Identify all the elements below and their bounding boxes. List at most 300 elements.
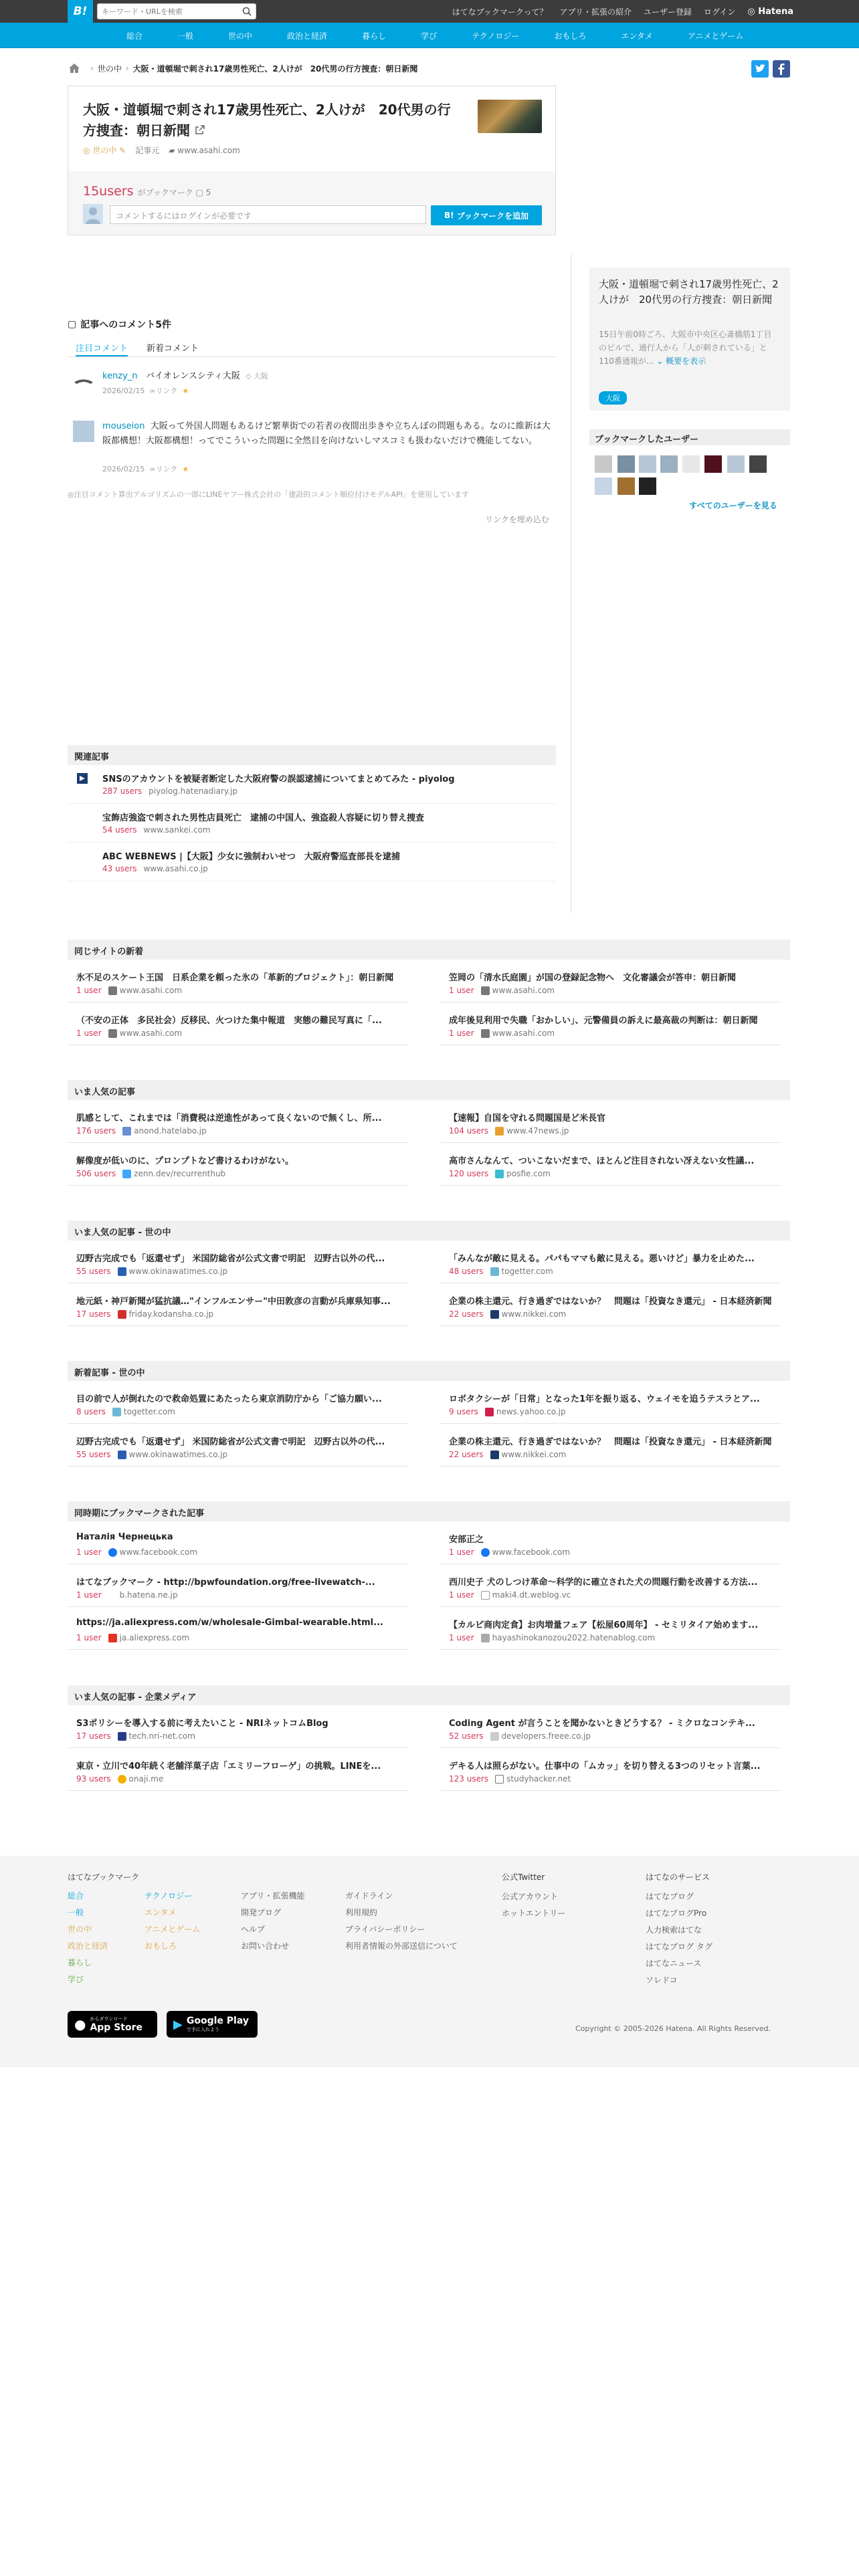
comment-tag-label: 大阪 xyxy=(254,372,269,381)
comment-text: 大阪って外国人問題もあるけど繁華街での若者の夜間出歩きや立ちんぼの問題もある。なのに維新は大阪都構想！大阪都構想！ってでこういった問題に全然目を向けないしマスコミも扱わないだけで機能してない。 xyxy=(102,421,551,446)
show-summary-link[interactable]: ⌄ 概要を表示 xyxy=(656,356,706,366)
article-domain[interactable] xyxy=(495,1169,551,1178)
user-avatar[interactable] xyxy=(727,455,745,473)
add-bookmark-button[interactable] xyxy=(431,205,542,225)
twitter-share-icon[interactable] xyxy=(751,60,769,78)
user-avatar[interactable] xyxy=(682,455,700,473)
bookmarked-users-heading: ブックマークしたユーザー xyxy=(589,429,790,445)
article-item[interactable] xyxy=(68,1147,409,1186)
article-title[interactable]: https://ja.aliexpress.com/w/wholesale-Gimbal-wearable.html... xyxy=(76,1618,383,1628)
article-domain[interactable] xyxy=(118,1731,195,1741)
site-icon xyxy=(118,1775,126,1784)
user-avatar[interactable] xyxy=(73,370,94,392)
site-icon xyxy=(108,986,117,995)
copyright: Copyright © 2005-2026 Hatena. All Rights Reserved. xyxy=(575,2024,771,2033)
article-item[interactable] xyxy=(68,1709,409,1748)
article-domain-label: news.yahoo.co.jp xyxy=(496,1407,566,1416)
article-title[interactable]: Coding Agent が言うことを聞かないときどうする？ - ミクロなコンテキ... xyxy=(449,1719,755,1729)
comment-user[interactable]: mouseion xyxy=(102,421,145,431)
site-icon xyxy=(108,1634,117,1642)
article-title[interactable]: ロボタクシーが「日常」となった1年を振り返る、ウェイモを追うテスラとア... xyxy=(449,1394,760,1404)
article-users[interactable]: 120 users xyxy=(449,1169,489,1178)
article-title[interactable]: 解像度が低いのに、プロンプトなど書けるわけがない。 xyxy=(76,1156,294,1166)
article-item[interactable] xyxy=(440,1752,781,1791)
article-title[interactable]: 成年後見利用で失職「おかしい」、元警備員の訴えに最高裁の判断は：朝日新聞 xyxy=(449,1016,758,1026)
user-avatar[interactable] xyxy=(73,421,94,442)
user-avatar[interactable] xyxy=(660,455,678,473)
category-social[interactable]: 世の中 xyxy=(228,31,253,41)
related-domain[interactable]: www.asahi.co.jp xyxy=(143,864,208,873)
embed-link[interactable]: リンクを埋め込む xyxy=(485,515,549,524)
related-users[interactable]: 287 users xyxy=(102,786,142,796)
bookmark-icon: B! xyxy=(444,211,454,220)
entry-box xyxy=(68,86,556,235)
article-domain-label: zenn.dev/recurrenthub xyxy=(134,1169,226,1178)
article-domain-label: studyhacker.net xyxy=(506,1774,571,1784)
related-users[interactable]: 54 users xyxy=(102,825,137,835)
entry-summary-card xyxy=(589,267,790,411)
site-icon xyxy=(481,1029,490,1038)
user-avatar[interactable] xyxy=(595,455,612,473)
category-knowledge[interactable]: 学び xyxy=(421,31,438,41)
hatena-mark-icon: ◎ xyxy=(747,6,755,17)
footer-link[interactable]: ヘルプ xyxy=(241,1925,266,1934)
article-users[interactable]: 55 users xyxy=(76,1450,111,1459)
article-title[interactable]: 安部正之 xyxy=(449,1535,484,1545)
article-domain-label: www.nikkei.com xyxy=(501,1450,567,1459)
article-item[interactable] xyxy=(440,1006,781,1045)
avatar xyxy=(83,204,103,224)
article-title[interactable]: 西川史子 犬のしつけ革命〜科学的に確立された犬の問題行動を改善する方法... xyxy=(449,1578,758,1588)
article-title[interactable]: デキる人は照らがない。仕事中の「ムカッ」を切り替える3つのリセット言葉... xyxy=(449,1761,761,1772)
footer-services-heading: はてなのサービス xyxy=(646,1872,710,1882)
article-domain-label: www.asahi.com xyxy=(119,986,183,995)
footer-twitter-col xyxy=(502,1869,566,1922)
bookmark-users[interactable] xyxy=(83,184,211,199)
article-item[interactable] xyxy=(440,1568,781,1607)
entry-title-text[interactable]: 大阪・道頓堀で刺され17歳男性死亡、2人けが 20代男の行方捜査：朝日新聞 xyxy=(83,102,451,138)
footer-link[interactable]: 暮らし xyxy=(68,1958,92,1967)
google-play-button[interactable] xyxy=(167,2011,258,2038)
article-users[interactable]: 93 users xyxy=(76,1774,111,1784)
comment-input[interactable]: コメントするにはログインが必要です xyxy=(110,205,426,224)
footer xyxy=(0,1856,859,2067)
footer-link[interactable]: はてなブログ xyxy=(646,1892,694,1901)
article-users[interactable]: 176 users xyxy=(76,1126,116,1136)
article-domain-label: www.facebook.com xyxy=(119,1547,198,1557)
category-economics[interactable]: 政治と経済 xyxy=(287,31,328,41)
category-general[interactable]: 一般 xyxy=(177,31,194,41)
article-domain[interactable] xyxy=(122,1169,225,1178)
section-heading: 同時期にブックマークされた記事 xyxy=(68,1501,790,1521)
section-heading: 新着記事 - 世の中 xyxy=(68,1361,790,1381)
article-item[interactable] xyxy=(68,1287,409,1326)
article-title[interactable]: 氷不足のスケート王国 日系企業を頼った氷の「革新的プロジェクト」：朝日新聞 xyxy=(76,973,394,983)
category-life[interactable]: 暮らし xyxy=(362,31,387,41)
article-title[interactable]: 地元紙・神戸新聞が猛抗議…"インフルエンサー"中田敦彦の言動が兵庫県知事... xyxy=(76,1297,391,1307)
article-domain[interactable] xyxy=(118,1309,214,1319)
tab-popular-comments[interactable]: 注目コメント xyxy=(76,337,128,356)
footer-link[interactable]: 開発ブログ xyxy=(241,1908,282,1917)
article-domain[interactable] xyxy=(118,1450,228,1459)
nav-login[interactable]: ログイン xyxy=(704,7,736,17)
related-item[interactable] xyxy=(68,765,556,804)
section-heading: いま人気の記事 xyxy=(68,1080,790,1100)
site-icon xyxy=(490,1451,499,1459)
article-domain[interactable] xyxy=(118,1774,164,1784)
entry-domain[interactable] xyxy=(169,146,240,155)
site-icon xyxy=(108,1591,117,1600)
article-domain[interactable] xyxy=(112,1407,175,1416)
article-users[interactable]: 17 users xyxy=(76,1731,111,1741)
article-domain-label: www.asahi.com xyxy=(119,1029,183,1038)
footer-link[interactable]: テクノロジー xyxy=(145,1891,193,1901)
article-domain[interactable] xyxy=(495,1774,571,1784)
footer-categories-2 xyxy=(145,1888,200,1955)
user-avatar[interactable] xyxy=(704,455,722,473)
article-title[interactable]: 企業の株主還元、行き過ぎではないか？ 問題は「投資なき還元」 - 日本経済新聞 xyxy=(449,1437,772,1447)
comment-date xyxy=(102,385,189,396)
category-fun[interactable]: おもしろ xyxy=(554,31,587,41)
article-item[interactable] xyxy=(440,1709,781,1748)
comment-date-text[interactable]: 2026/02/15 xyxy=(102,387,145,395)
article-item[interactable] xyxy=(68,1428,409,1467)
comment-item xyxy=(68,369,556,409)
related-heading: 関連記事 xyxy=(68,745,556,765)
article-item[interactable] xyxy=(440,1104,781,1143)
related-domain[interactable]: piyolog.hatenadiary.jp xyxy=(149,786,238,796)
footer-link[interactable]: お問い合わせ xyxy=(241,1941,290,1951)
footer-link[interactable]: はてなブログ タグ xyxy=(646,1942,712,1951)
article-domain[interactable] xyxy=(485,1407,566,1416)
comment-body xyxy=(102,369,551,384)
related-title[interactable]: ABC WEBNEWS |【大阪】少女に強制わいせつ 大阪府警巡査部長を逮捕 xyxy=(102,852,400,862)
article-users[interactable]: 1 user xyxy=(449,986,474,995)
apple-icon: ● xyxy=(74,2016,86,2032)
article-domain[interactable] xyxy=(490,1267,553,1276)
article-item[interactable] xyxy=(440,1611,781,1650)
footer-link[interactable]: 政治と経済 xyxy=(68,1941,108,1951)
article-domain-label: developers.freee.co.jp xyxy=(501,1731,591,1741)
article-domain[interactable] xyxy=(108,1029,183,1038)
article-users[interactable]: 52 users xyxy=(449,1731,484,1741)
edit-icon: ✎ xyxy=(119,146,126,155)
article-users[interactable]: 1 user xyxy=(449,1590,474,1600)
article-item[interactable] xyxy=(440,1525,781,1564)
article-domain[interactable] xyxy=(481,986,555,995)
footer-link[interactable]: 人力検索はてな xyxy=(646,1925,702,1935)
article-users[interactable]: 1 user xyxy=(76,1029,102,1038)
user-avatar[interactable] xyxy=(617,455,635,473)
article-title[interactable]: 【速報】自国を守れる問題国是ど米長官 xyxy=(449,1113,606,1123)
entry-meta xyxy=(83,144,240,156)
article-meta xyxy=(76,1731,195,1741)
article-meta xyxy=(76,1267,227,1276)
entry-thumbnail[interactable] xyxy=(478,100,542,133)
article-meta xyxy=(449,1590,571,1600)
document-icon xyxy=(481,1591,490,1600)
article-title[interactable]: 【カルピ商肉定食】お肉増量フェア【松屋60周年】 - セミリタイア始めます... xyxy=(449,1620,759,1630)
comment-link[interactable]: リンク xyxy=(155,465,178,473)
related-title[interactable]: SNSのアカウントを被疑者断定した大阪府警の誤認逮捕についてまとめてみた - piyolog xyxy=(102,774,455,784)
article-item[interactable] xyxy=(440,1428,781,1467)
comment-user[interactable]: kenzy_n xyxy=(102,371,138,381)
site-icon xyxy=(118,1267,126,1276)
footer-link[interactable]: 総合 xyxy=(68,1891,84,1901)
article-item[interactable] xyxy=(440,1245,781,1283)
user-avatar[interactable] xyxy=(617,477,635,495)
site-icon xyxy=(490,1267,499,1276)
article-meta xyxy=(76,1450,227,1459)
article-title[interactable]: 肌感として、これまでは「消費税は逆進性があって良くないので無くし、所... xyxy=(76,1113,382,1123)
article-title[interactable]: 笠岡の「清水氏庭園」が国の登録記念物へ 文化審議会が答申：朝日新聞 xyxy=(449,973,737,983)
top-nav xyxy=(452,0,793,23)
facebook-share-icon[interactable] xyxy=(773,60,790,78)
footer-link[interactable]: ガイドライン xyxy=(345,1891,393,1901)
entry-category[interactable] xyxy=(83,144,126,156)
user-avatar[interactable] xyxy=(639,477,656,495)
article-domain[interactable] xyxy=(108,1633,189,1642)
site-icon xyxy=(112,1408,121,1416)
article-title[interactable]: Наталія Чернецька xyxy=(76,1532,173,1542)
star-icon[interactable]: ★ xyxy=(182,387,189,395)
article-meta xyxy=(449,1169,551,1178)
section-heading: いま人気の記事 - 企業メディア xyxy=(68,1685,790,1705)
article-item[interactable] xyxy=(68,1006,409,1045)
article-domain[interactable] xyxy=(118,1267,228,1276)
star-icon[interactable]: ★ xyxy=(182,465,189,473)
breadcrumb-parent[interactable]: 世の中 xyxy=(97,64,122,74)
article-domain[interactable] xyxy=(108,1590,178,1600)
footer-link[interactable]: アプリ・拡張機能 xyxy=(241,1891,305,1901)
article-users[interactable]: 506 users xyxy=(76,1169,116,1178)
category-bar xyxy=(0,23,859,48)
hatena-link[interactable] xyxy=(747,7,793,17)
article-domain[interactable] xyxy=(481,1590,571,1600)
footer-link[interactable]: はてなニュース xyxy=(646,1959,702,1968)
comment-tag[interactable] xyxy=(246,372,268,381)
same-site-section xyxy=(68,940,790,1038)
article-domain[interactable] xyxy=(490,1309,567,1319)
article-title[interactable]: 高市さんなんて、ついこないだまで、ほとんど注目されない冴えない女性議... xyxy=(449,1156,755,1166)
article-title[interactable]: 「みんなが敵に見える。パパもママも敵に見える。悪いけど」暴力を止めた... xyxy=(449,1254,755,1264)
article-domain[interactable] xyxy=(481,1029,555,1038)
article-title[interactable]: S3ポリシーを導入する前に考えたいこと - NRIネットコムBlog xyxy=(76,1719,328,1729)
user-avatar[interactable] xyxy=(639,455,656,473)
article-domain[interactable] xyxy=(490,1731,591,1741)
article-domain[interactable] xyxy=(122,1126,207,1136)
search-icon[interactable] xyxy=(242,7,252,16)
article-meta xyxy=(449,1731,591,1741)
footer-link[interactable]: ソレドコ xyxy=(646,1975,678,1985)
article-title[interactable]: （不安の正体 多民社会）反移民、火つけた集中報道 実態の難民写真に「... xyxy=(76,1016,382,1026)
site-icon xyxy=(490,1310,499,1319)
nav-register[interactable]: ユーザー登録 xyxy=(643,7,692,17)
hatena-bookmark-logo[interactable]: B! xyxy=(68,0,93,23)
footer-link[interactable]: 利用者情報の外部送信について xyxy=(345,1941,458,1951)
article-domain-label: ja.aliexpress.com xyxy=(119,1633,190,1642)
footer-link[interactable]: プライバシーポリシー xyxy=(345,1925,425,1934)
article-item[interactable] xyxy=(68,1568,409,1607)
article-item[interactable] xyxy=(68,1752,409,1791)
home-icon[interactable] xyxy=(68,63,81,74)
article-title[interactable]: 東京・立川で40年続く老舗洋菓子店「エミリーフローゲ」の挑戦。LINEを... xyxy=(76,1761,381,1772)
app-store-button[interactable] xyxy=(68,2011,157,2038)
article-users[interactable]: 8 users xyxy=(76,1407,106,1416)
footer-link[interactable]: 学び xyxy=(68,1975,84,1984)
article-users[interactable]: 55 users xyxy=(76,1267,111,1276)
article-item[interactable] xyxy=(68,1104,409,1143)
comment-count: 5 xyxy=(205,188,211,197)
summary-text: 15日午前0時ごろ、大阪市中央区心斎橋筋1丁目のビルで、通行人から「人が刺されている」と110番通報が... xyxy=(599,330,772,366)
article-meta xyxy=(76,986,182,995)
article-users[interactable]: 104 users xyxy=(449,1126,489,1136)
footer-twitter-heading: 公式Twitter xyxy=(502,1872,545,1882)
article-title[interactable]: 辺野古完成でも「返還せず」 米国防総省が公式文書で明記 辺野古以外の代... xyxy=(76,1437,385,1447)
article-title[interactable]: 企業の株主還元、行き過ぎではないか？ 問題は「投資なき還元」 - 日本経済新聞 xyxy=(449,1297,772,1307)
category-icon: ◎ xyxy=(83,146,90,155)
article-domain[interactable] xyxy=(490,1450,567,1459)
article-domain-label: www.nikkei.com xyxy=(501,1309,567,1319)
nav-about[interactable]: はてなブックマークって？ xyxy=(452,7,548,17)
new-social-section xyxy=(68,1361,790,1459)
article-users[interactable]: 22 users xyxy=(449,1450,484,1459)
article-domain[interactable] xyxy=(481,1547,570,1557)
category-entertainment[interactable]: エンタメ xyxy=(621,31,653,41)
footer-link[interactable]: 世の中 xyxy=(68,1925,92,1934)
article-users[interactable]: 17 users xyxy=(76,1309,111,1319)
nav-apps[interactable]: アプリ・拡張の紹介 xyxy=(559,7,632,17)
category-all[interactable]: 総合 xyxy=(126,31,143,41)
add-bookmark-label: ブックマークを追加 xyxy=(456,211,529,221)
article-users[interactable]: 1 user xyxy=(76,1633,102,1642)
article-item[interactable] xyxy=(68,1245,409,1283)
article-users[interactable]: 48 users xyxy=(449,1267,484,1276)
same-period-section xyxy=(68,1501,790,1642)
search-box[interactable] xyxy=(97,3,256,19)
external-link-icon[interactable] xyxy=(195,124,205,135)
speech-bubble-icon: ▢ xyxy=(68,319,77,330)
footer-link[interactable]: アニメとゲーム xyxy=(145,1925,201,1934)
user-avatar[interactable] xyxy=(749,455,767,473)
article-users[interactable]: 1 user xyxy=(449,1633,474,1642)
entry-title[interactable] xyxy=(83,100,458,141)
bookmark-users-count: 15users xyxy=(83,184,134,199)
facebook-icon xyxy=(108,1548,117,1557)
article-meta xyxy=(76,1126,207,1136)
footer-link[interactable]: 公式アカウント xyxy=(502,1892,558,1901)
category-it[interactable]: テクノロジー xyxy=(472,31,520,41)
footer-link[interactable]: はてなブログPro xyxy=(646,1909,707,1918)
article-meta xyxy=(449,1774,571,1784)
related-title[interactable]: 宝飾店強盗で刺された男性店員死亡 逮捕の中国人、強盗殺人容疑に切り替え捜査 xyxy=(102,813,425,823)
article-meta xyxy=(449,1547,570,1557)
comment-date-text[interactable]: 2026/02/15 xyxy=(102,465,145,473)
article-domain[interactable] xyxy=(108,986,183,995)
article-meta xyxy=(449,1267,553,1276)
comment-icon: ▢ xyxy=(195,188,203,197)
article-meta xyxy=(76,1590,178,1600)
related-domain[interactable]: www.sankei.com xyxy=(143,825,211,835)
app-store-label: App Store xyxy=(90,2022,142,2033)
article-domain[interactable] xyxy=(495,1126,569,1136)
article-users[interactable]: 1 user xyxy=(449,1029,474,1038)
article-users[interactable]: 9 users xyxy=(449,1407,478,1416)
article-item[interactable] xyxy=(440,1147,781,1186)
search-input[interactable] xyxy=(102,6,235,17)
article-item[interactable] xyxy=(68,1525,409,1564)
related-item[interactable] xyxy=(68,843,556,881)
related-meta xyxy=(102,825,211,835)
comment-link[interactable]: リンク xyxy=(155,387,178,395)
see-all-users-link[interactable]: すべてのユーザーを見る xyxy=(689,501,777,510)
article-meta xyxy=(76,1309,213,1319)
comment-date xyxy=(102,463,189,474)
footer-link[interactable]: エンタメ xyxy=(145,1908,177,1917)
article-domain[interactable] xyxy=(108,1547,197,1557)
article-users[interactable]: 123 users xyxy=(449,1774,489,1784)
breadcrumb-current: 大阪・道頓堀で刺され17歳男性死亡、2人けが 20代男の行方捜査：朝日新聞 xyxy=(132,64,418,74)
google-play-small: で手に入れよう xyxy=(186,2027,219,2032)
tab-new-comments[interactable]: 新着コメント xyxy=(147,344,199,354)
entry-kind: 記事元 xyxy=(135,146,160,155)
article-item[interactable] xyxy=(68,1611,409,1650)
footer-link[interactable]: 利用規約 xyxy=(345,1908,378,1917)
article-users[interactable]: 1 user xyxy=(76,1590,102,1600)
article-meta xyxy=(449,1029,555,1038)
article-domain[interactable] xyxy=(481,1633,656,1642)
popular-section xyxy=(68,1080,790,1178)
article-title[interactable]: 辺野古完成でも「返還せず」 米国防総省が公式文書で明記 辺野古以外の代... xyxy=(76,1254,385,1264)
article-item[interactable] xyxy=(440,1385,781,1424)
summary-title[interactable]: 大阪・道頓堀で刺され17歳男性死亡、2人けが 20代男の行方捜査：朝日新聞 xyxy=(599,278,779,306)
article-item[interactable] xyxy=(440,1287,781,1326)
bookmark-label: がブックマーク xyxy=(137,188,193,197)
user-avatar[interactable] xyxy=(595,477,612,495)
article-title[interactable]: はてなブックマーク - http://bpwfoundation.org/free-livewatch-... xyxy=(76,1578,375,1588)
link-icon: ∞ xyxy=(149,465,156,473)
piyolog-icon xyxy=(77,773,88,784)
tag-badge[interactable]: 大阪 xyxy=(599,391,627,405)
footer-brand[interactable]: はてなブックマーク xyxy=(68,1872,140,1882)
popular-social-section xyxy=(68,1220,790,1319)
related-item[interactable] xyxy=(68,804,556,843)
footer-link[interactable]: おもしろ xyxy=(145,1941,177,1951)
article-domain-label: www.okinawatimes.co.jp xyxy=(128,1267,228,1276)
article-domain-label: maki4.dt.weblog.vc xyxy=(492,1590,571,1600)
article-users[interactable]: 22 users xyxy=(449,1309,484,1319)
article-item[interactable] xyxy=(68,964,409,1002)
article-item[interactable] xyxy=(440,964,781,1002)
article-item[interactable] xyxy=(68,1385,409,1424)
article-users[interactable]: 1 user xyxy=(76,986,102,995)
site-icon xyxy=(118,1451,126,1459)
article-title[interactable]: 目の前で人が倒れたので救命処置にあたったら東京消防庁から「ご協力願い... xyxy=(76,1394,382,1404)
article-users[interactable]: 1 user xyxy=(76,1547,102,1557)
article-meta xyxy=(76,1169,225,1178)
related-users[interactable]: 43 users xyxy=(102,864,137,873)
footer-link[interactable]: ホットエントリー xyxy=(502,1909,566,1918)
article-users[interactable]: 1 user xyxy=(449,1547,474,1557)
footer-policy-col xyxy=(345,1888,458,1955)
article-meta xyxy=(449,986,555,995)
article-meta xyxy=(76,1029,182,1038)
footer-brand-col xyxy=(68,1869,139,1889)
comments-section xyxy=(68,316,556,473)
footer-link[interactable]: 一般 xyxy=(68,1908,84,1917)
category-game[interactable]: アニメとゲーム xyxy=(687,31,744,41)
entry-category-label: 世の中 xyxy=(92,146,117,155)
